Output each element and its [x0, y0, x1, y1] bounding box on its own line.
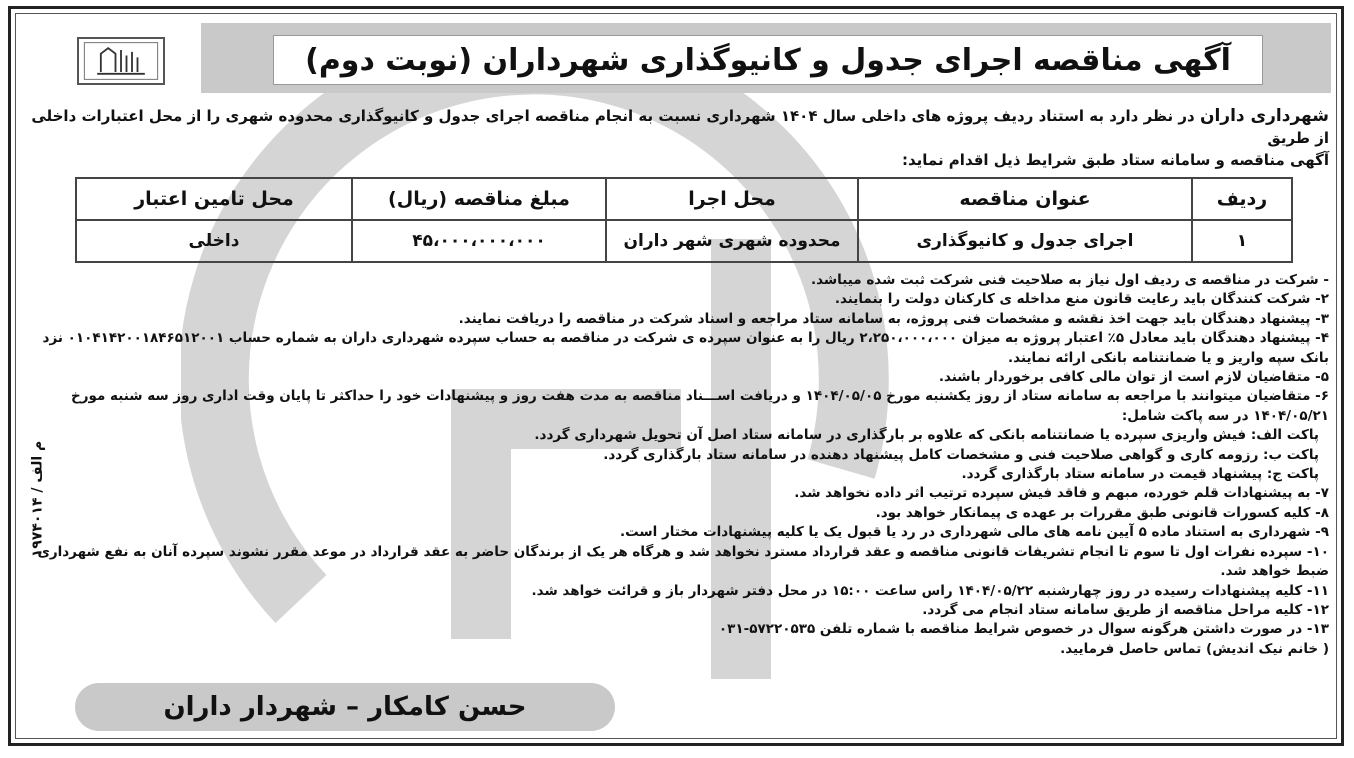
condition-item: ۱۱- کلیه پیشنهادات رسیده در روز چهارشنبه ۱۴۰۴/۰۵/۲۲ راس ساعت ۱۵:۰۰ در محل دفتر شهردار باز و قرائت خواهد شد. — [531, 582, 1329, 599]
condition-item: ۷- به پیشنهادات قلم خورده، مبهم و فاقد فیش سپرده ترتیب اثر داده نخواهد شد. — [794, 485, 1329, 502]
condition-item: ۱۰- سپرده نفرات اول تا سوم تا انجام تشریفات قانونی مناقصه و عقد قرارداد مسترد نخواهد شد و هرگاه هر یک از برندگان حاضر به عقد قرارداد در موعد مقرر نشوند سپرده آنان به نفع شهرداری ضبط خواهد شد. — [37, 543, 1329, 580]
column-header-tender-title: عنوان مناقصه — [858, 178, 1192, 220]
condition-item: ۳- پیشنهاد دهندگان باید جهت اخذ نقشه و مشخصات فنی پروژه، به سامانه ستاد مراجعه و اسناد شرکت در مناقصه را دریافت نمایند. — [458, 310, 1329, 327]
tender-table — [75, 177, 1293, 263]
condition-item: ( خانم نیک اندیش) تماس حاصل فرمایید. — [1060, 640, 1329, 657]
condition-item: ۶- متقاضیان میتوانند با مراجعه به سامانه ستاد از روز یکشنبه مورخ ۱۴۰۴/۰۵/۰۵ و دریافت اســـناد مناقصه به مدت هفت روز و پیشنهادات خود را حداکثر تا پایان وقت اداری روز سه شنبه مورخ — [71, 388, 1329, 405]
condition-item: ۱۳- در صورت داشتن هرگونه سوال در خصوص شرایط مناقصه با شماره تلفن ۵۷۲۲۰۵۳۵-۰۳۱ — [718, 621, 1329, 638]
intro-line-1 — [29, 105, 1329, 149]
conditions-list — [29, 271, 1329, 659]
column-header-funding-source: محل تامین اعتبار — [76, 178, 352, 220]
column-header-row-number: ردیف — [1192, 178, 1292, 220]
cell-amount: ۴۵،۰۰۰،۰۰۰،۰۰۰ — [352, 220, 606, 262]
intro-line-1-text: در نظر دارد به استناد ردیف پروژه های داخلی سال ۱۴۰۴ شهرداری نسبت به انجام مناقصه اجرای جدول و کانیوگذاری محدوده شهری را از محل اعتبارات داخلی از طریق — [31, 107, 1329, 147]
condition-item: ۸- کلیه کسورات قانونی طبق مقررات بر عهده ی پیمانکار خواهد بود. — [875, 504, 1329, 521]
municipality-logo — [77, 37, 165, 85]
condition-item: بانک سپه واریز و یا ضمانتنامه بانکی ارائه نمایند. — [1008, 349, 1329, 366]
cell-funding-source: داخلی — [76, 220, 352, 262]
condition-item: - شرکت در مناقصه ی ردیف اول نیاز به صلاحیت فنی شرکت ثبت شده میباشد. — [810, 272, 1329, 288]
title-box — [273, 35, 1263, 85]
cell-row-number: ۱ — [1192, 220, 1292, 262]
notice-frame — [8, 6, 1344, 746]
condition-item: ۹- شهرداری به استناد ماده ۵ آیین نامه های مالی شهرداری در رد یا قبول یک یا کلیه پیشنهادات مختار است. — [619, 524, 1329, 541]
column-header-amount: مبلغ مناقصه (ریال) — [352, 178, 606, 220]
tender-table-header-row — [76, 178, 1292, 220]
condition-item: پاکت ج: پیشنهاد قیمت در سامانه ستاد بارگذاری گردد. — [961, 466, 1319, 483]
condition-item: ۱۲- کلیه مراحل مناقصه از طریق سامانه ستاد انجام می گردد. — [922, 601, 1329, 618]
column-header-location: محل اجرا — [606, 178, 858, 220]
intro-paragraph — [29, 105, 1329, 171]
reference-code: م الف / ۱۹۷۴۰۱۴ — [29, 440, 45, 558]
condition-item: ۲- شرکت کنندگان باید رعایت قانون منع مداخله ی کارکنان دولت را بنمایند. — [834, 291, 1329, 308]
signature-name: حسن کامکار – شهردار داران — [163, 692, 527, 722]
condition-item: ۵- متقاضیان لازم است از توان مالی کافی برخوردار باشند. — [938, 369, 1329, 386]
signature-box — [75, 683, 615, 731]
condition-item: پاکت ب: رزومه کاری و گواهی صلاحیت فنی و مشخصات کامل پیشنهاد دهنده در سامانه ستاد بارگذاری گردد. — [603, 446, 1319, 463]
condition-item: پاکت الف: فیش واریزی سپرده یا ضمانتنامه بانکی که علاوه بر بارگذاری در سامانه ستاد اصل آن تحویل شهرداری گردد. — [534, 427, 1319, 444]
condition-item: ۴- پیشنهاد دهندگان باید معادل ۵٪ اعتبار پروژه به میزان ۲،۲۵۰،۰۰۰،۰۰۰ ریال را به عنوان سپرده ی شرکت در مناقصه به حساب سپرده شهرداری داران به شماره حساب ۰۱۰۴۱۴۲۰۰۱۸۴۶۵۱۲۰۰۱ نزد — [42, 330, 1329, 347]
condition-item: ۱۴۰۴/۰۵/۲۱ در سه پاکت شامل: — [1121, 407, 1329, 424]
notice-title: آگهی مناقصه اجرای جدول و کانیوگذاری شهرداران (نوبت دوم) — [305, 42, 1231, 78]
reference-code-container — [17, 409, 57, 589]
intro-org-name: شهرداری داران — [1199, 106, 1329, 126]
cell-tender-title: اجرای جدول و کانیوگذاری — [858, 220, 1192, 262]
cell-location: محدوده شهری شهر داران — [606, 220, 858, 262]
intro-line-2: آگهی مناقصه و سامانه ستاد طبق شرایط ذیل اقدام نماید: — [901, 151, 1329, 169]
table-row — [76, 220, 1292, 262]
